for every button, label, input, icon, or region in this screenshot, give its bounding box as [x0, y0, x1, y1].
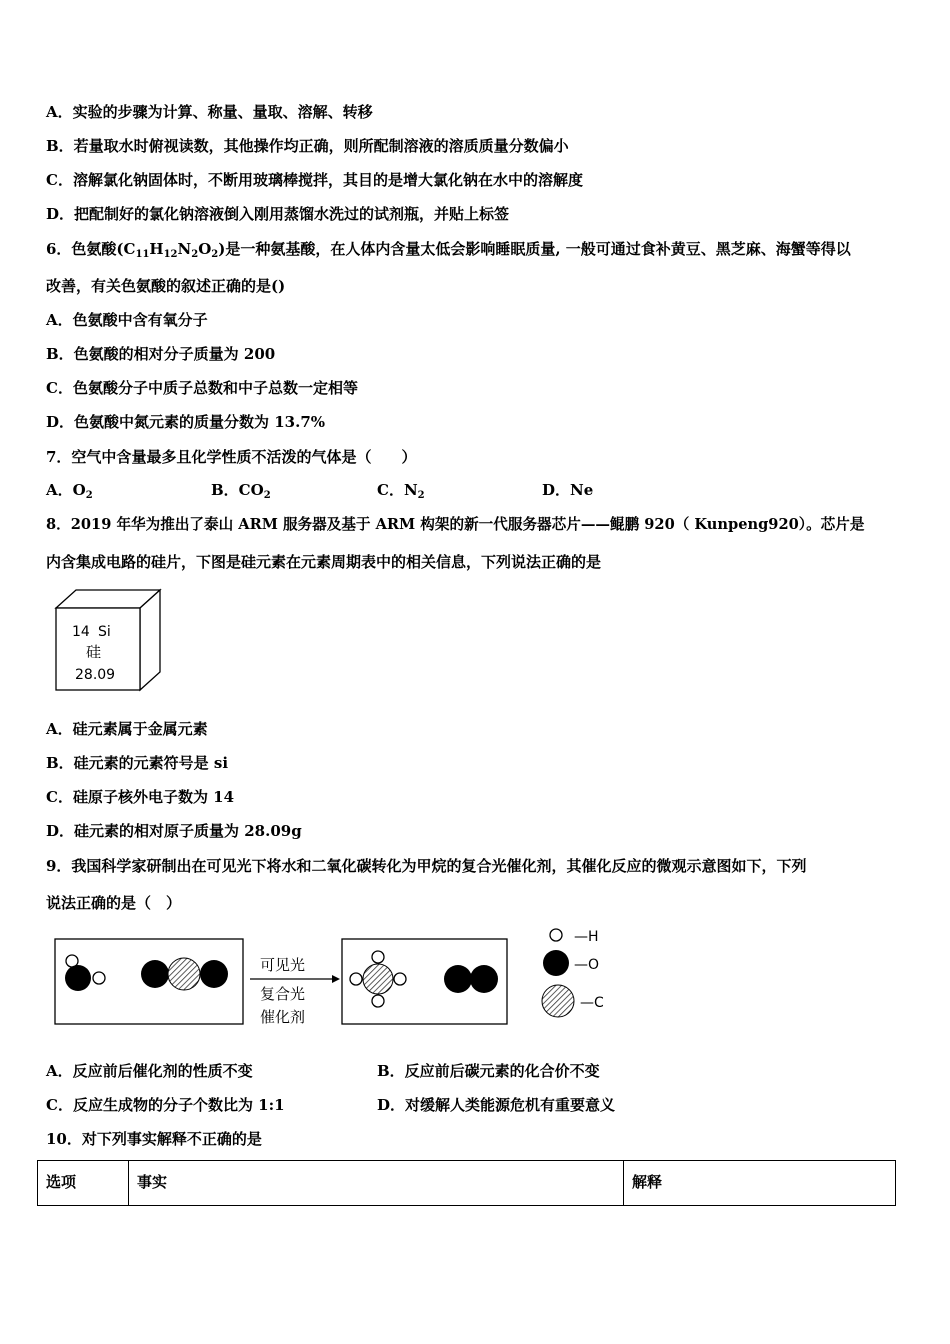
q7-stem: 7．空气中含量最多且化学性质不活泼的气体是（ ） [46, 448, 417, 466]
q8-stem-line2: 内含集成电路的硅片，下图是硅元素在元素周期表中的相关信息，下列说法正确的是 [46, 553, 602, 571]
q7-option-c: C．$N_2$ [377, 481, 425, 501]
q9-option-d: D．对缓解人类能源危机有重要意义 [377, 1096, 616, 1114]
q5-option-a: A．实验的步骤为计算、称量、量取、溶解、转移 [46, 103, 373, 121]
q6-stem: 6．色氨酸$(C_{11}H_{12}N_2O_2)$是一种氨基酸，在人体内含量太低会影响睡眠质量, 一般可通过食补黄豆、黑芝麻、海蟹等得以 [46, 240, 851, 260]
arrow-label-catalyst: 催化剂 [260, 1008, 306, 1026]
water-o-atom [65, 965, 91, 991]
ch4-h-atom [372, 995, 384, 1007]
q9-option-a: A．反应前后催化剂的性质不变 [46, 1062, 253, 1080]
co2-c-atom [168, 958, 200, 990]
q9-stem: 9．我国科学家研制出在可见光下将水和二氧化碳转化为甲烷的复合光催化剂，其催化反应的微观示意图如下，下列 [46, 857, 807, 875]
q8-option-b: B．硅元素的元素符号是 si [46, 754, 229, 772]
q10-table [37, 1160, 896, 1206]
water-h-atom [93, 972, 105, 984]
q7-option-a: A．$O_2$ [46, 481, 93, 501]
table-header-explanation: 解释 [624, 1161, 896, 1206]
q6-option-d: D．色氨酸中氮元素的质量分数为 13.7% [46, 413, 326, 431]
legend-h-atom [550, 929, 562, 941]
element-symbol: Si [98, 624, 111, 640]
q8-stem: 8．2019 年华为推出了泰山 ARM 服务器及基于 ARM 构架的新一代服务器芯片——鲲鹏 920（ Kunpeng920）。芯片是 [46, 516, 865, 533]
ch4-c-atom [363, 964, 393, 994]
arrow-label-composite: 复合光 [260, 985, 306, 1003]
silicon-element-cube [54, 588, 164, 692]
arrow-label-light: 可见光 [260, 956, 306, 974]
table-header-option: 选项 [38, 1161, 129, 1206]
legend-c-atom [542, 985, 574, 1017]
q7-option-d: D．Ne [542, 481, 594, 499]
o2-o-atom [444, 965, 472, 993]
co2-o-atom [200, 960, 228, 988]
co2-o-atom [141, 960, 169, 988]
element-name: 硅 [86, 643, 102, 661]
legend-h-label: —H [574, 929, 599, 945]
q7-option-b: B．$CO_2$ [211, 481, 271, 501]
q5-option-c: C．溶解氯化钠固体时，不断用玻璃棒搅拌，其目的是增大氯化钠在水中的溶解度 [46, 171, 583, 189]
q5-option-d: D．把配制好的氯化钠溶液倒入刚用蒸馏水洗过的试剂瓶，并贴上标签 [46, 205, 510, 223]
q9-stem-line2: 说法正确的是（ ） [46, 894, 182, 912]
q6-option-a: A．色氨酸中含有氧分子 [46, 311, 208, 329]
q8-option-d: D．硅元素的相对原子质量为 28.09g [46, 822, 302, 840]
arrow-head [332, 975, 340, 983]
ch4-h-atom [394, 973, 406, 985]
ch4-h-atom [350, 973, 362, 985]
q9-option-b: B．反应前后碳元素的化合价不变 [377, 1062, 600, 1080]
element-number: 14 [72, 624, 90, 640]
o2-o-atom [470, 965, 498, 993]
legend-c-label: —C [580, 995, 604, 1011]
q10-stem: 10．对下列事实解释不正确的是 [46, 1130, 262, 1148]
q8-option-a: A．硅元素属于金属元素 [46, 720, 208, 738]
table-header-fact: 事实 [129, 1161, 624, 1206]
q9-option-c: C．反应生成物的分子个数比为 1:1 [46, 1096, 285, 1114]
element-mass: 28.09 [75, 667, 116, 683]
q6-option-b: B．色氨酸的相对分子质量为 200 [46, 345, 276, 363]
legend-o-atom [543, 950, 569, 976]
legend-o-label: —O [574, 957, 600, 973]
q5-option-b: B．若量取水时俯视读数，其他操作均正确，则所配制溶液的溶质质量分数偏小 [46, 137, 569, 155]
reaction-diagram [50, 925, 620, 1030]
q6-stem-line2: 改善，有关色氨酸的叙述正确的是() [46, 277, 286, 295]
ch4-h-atom [372, 951, 384, 963]
q6-option-c: C．色氨酸分子中质子总数和中子总数一定相等 [46, 379, 358, 397]
table-header-row [38, 1161, 896, 1206]
q8-option-c: C．硅原子核外电子数为 14 [46, 788, 235, 806]
